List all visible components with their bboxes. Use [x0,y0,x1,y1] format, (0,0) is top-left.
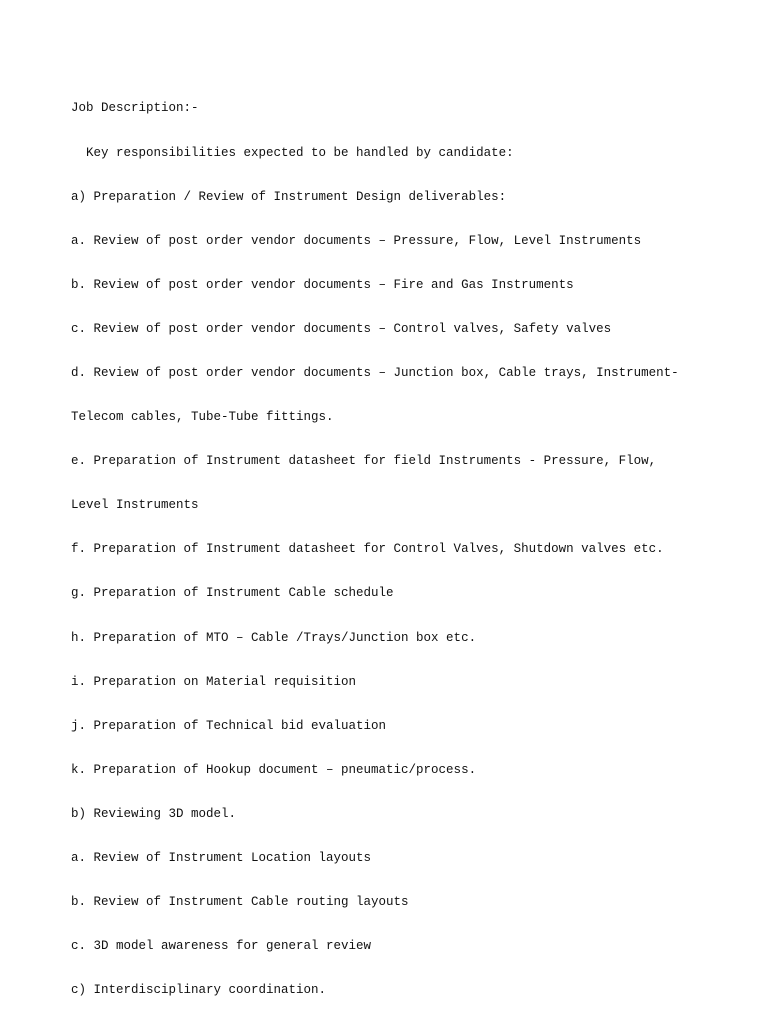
list-item: a. Review of Instrument Location layouts [71,851,372,865]
list-item: b. Review of post order vendor documents – Fire and Gas Instruments [71,277,574,292]
list-item: i. Preparation on Material requisition [71,674,357,689]
list-item: h. Preparation of MTO – Cable /Trays/Junction box etc. [71,630,477,645]
list-item: f. Preparation of Instrument datasheet for Control Valves, Shutdown valves etc. [71,542,664,557]
list-item: d. Review of post order vendor documents – Junction box, Cable trays, Instrument- [71,365,679,380]
list-item: j. Preparation of Technical bid evaluation [71,718,387,733]
list-item: g. Preparation of Instrument Cable schedule [71,586,394,601]
list-item: a. Review of post order vendor documents – Pressure, Flow, Level Instruments [71,233,642,248]
list-item: c. Review of post order vendor documents – Control valves, Safety valves [71,321,612,336]
list-item: e. Preparation of Instrument datasheet for field Instruments - Pressure, Flow, [71,454,657,469]
section-heading-b: b) Reviewing 3D model. [71,806,237,821]
section-heading-c: c) Interdisciplinary coordination. [71,983,327,998]
list-item-continuation: Telecom cables, Tube-Tube fittings. [71,410,334,425]
list-item: k. Preparation of Hookup document – pneumatic/process. [71,762,477,777]
document-heading: Job Description:- [71,101,199,116]
section-heading-a: a) Preparation / Review of Instrument Design deliverables: [71,189,507,204]
list-item: b. Review of Instrument Cable routing layouts [71,895,409,910]
document-intro: Key responsibilities expected to be handled by candidate: [71,145,514,160]
list-item: c. 3D model awareness for general review [71,939,372,954]
document-page [71,72,711,1013]
list-item-continuation: Level Instruments [71,498,199,513]
